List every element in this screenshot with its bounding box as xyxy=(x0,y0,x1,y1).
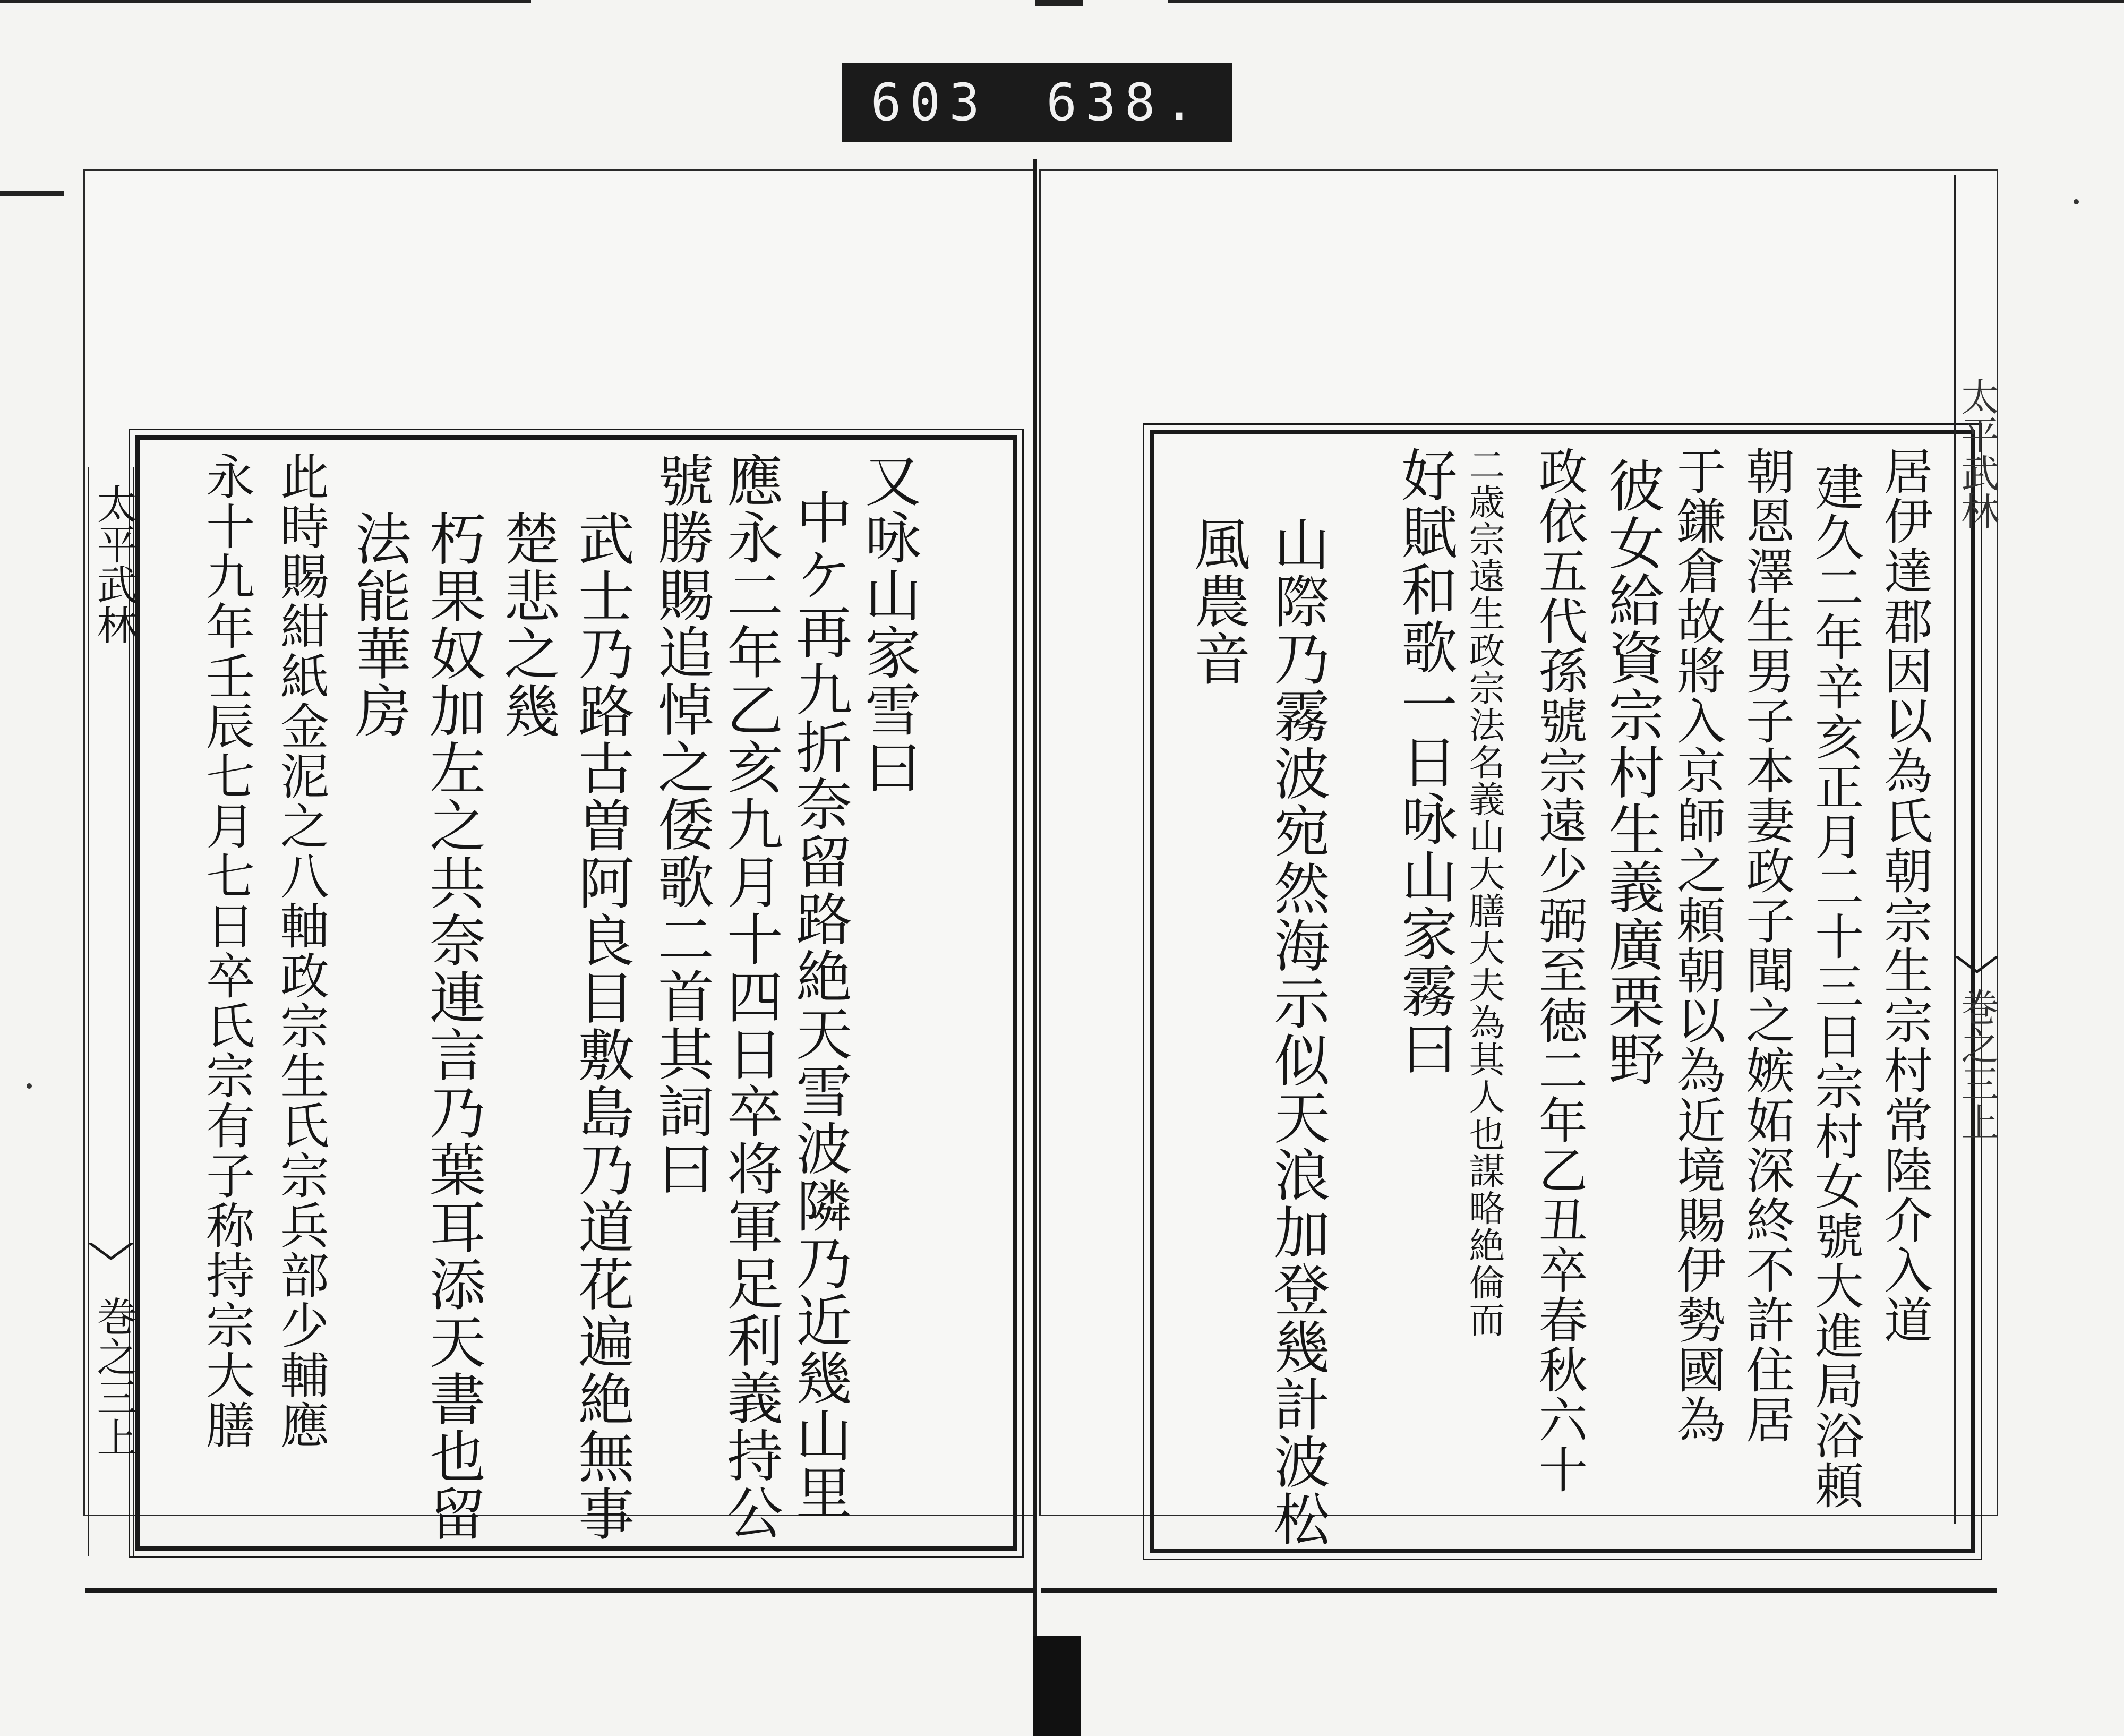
top-right-rule xyxy=(1168,0,2124,3)
right-book-title: 太平武林 xyxy=(1955,377,1999,530)
left-margin-title xyxy=(88,467,138,1556)
right-column-9: 山際乃霧波宛然海示似天浪加登幾計波松 xyxy=(1265,515,1330,1547)
left-column-10: 永十九年壬辰七月七日卒氏宗有子称持宗大膳 xyxy=(198,451,255,1450)
top-left-rule xyxy=(0,0,531,3)
right-column-8: 好賦和歌一日咏山家霧曰 xyxy=(1392,446,1458,1077)
right-column-7: 二歳宗遠生政宗法名義山大膳大夫為其人也謀略絶倫而 xyxy=(1463,446,1505,1338)
left-edge-rule xyxy=(0,191,64,196)
left-column-8: 法能華房 xyxy=(346,510,412,739)
left-book-title: 太平武林 xyxy=(90,483,138,645)
spine-shadow xyxy=(1033,1636,1081,1736)
left-column-7: 朽果奴加左之共奈連言乃葉耳添天書也留 xyxy=(421,510,486,1542)
left-volume-label: 巻之三上 xyxy=(90,1296,138,1457)
right-column-5: 彼女給資宗村生義廣栗野 xyxy=(1599,457,1665,1088)
catalog-number-right: 638. xyxy=(1046,73,1203,132)
top-scan-strip xyxy=(1035,0,1083,6)
right-volume-label: 巻之三上 xyxy=(1955,988,1999,1141)
left-column-6: 楚悲之幾 xyxy=(495,510,560,739)
right-footer-rule xyxy=(1041,1588,1997,1593)
right-column-1: 居伊達郡因以為氏朝宗生宗村常陸介入道 xyxy=(1876,446,1933,1345)
fishtail-ornament xyxy=(1956,956,1998,975)
catalog-number-label xyxy=(842,63,1232,142)
book-spine xyxy=(1033,159,1037,1736)
left-column-3: 應永二年乙亥九月十四日卒将軍足利義持公 xyxy=(718,451,783,1541)
right-margin-title xyxy=(1954,175,1998,1524)
right-column-2: 建久二年辛亥正月二十三日宗村女號大進局浴頼 xyxy=(1807,462,1864,1510)
left-footer-rule xyxy=(85,1588,1035,1593)
ink-speck xyxy=(2074,199,2079,204)
right-column-3: 朝恩澤生男子本妻政子聞之嫉妬深終不許住居 xyxy=(1738,446,1795,1444)
left-column-1: 又咏山家雪曰 xyxy=(856,451,921,796)
left-column-5: 武士乃路古曽阿良目敷島乃道花遍絶無事 xyxy=(569,510,635,1542)
right-column-4: 于鎌倉故將入京師之頼朝以為近境賜伊勢國為 xyxy=(1669,446,1726,1444)
catalog-number-left: 603 xyxy=(870,73,988,132)
right-column-10: 風農音 xyxy=(1185,515,1251,687)
ink-speck xyxy=(27,1083,32,1089)
right-column-6: 政依五代孫號宗遠少弼至徳二年乙丑卒春秋六十 xyxy=(1531,446,1588,1494)
fishtail-ornament xyxy=(89,1243,133,1262)
left-column-2: 中ケ再九折奈留路絶天雪波隣乃近幾山里 xyxy=(787,489,852,1521)
left-column-4: 號勝賜追悼之倭歌二首其詞曰 xyxy=(649,451,714,1197)
left-column-9: 此時賜紺紙金泥之八軸政宗生氏宗兵部少輔應 xyxy=(272,451,329,1450)
